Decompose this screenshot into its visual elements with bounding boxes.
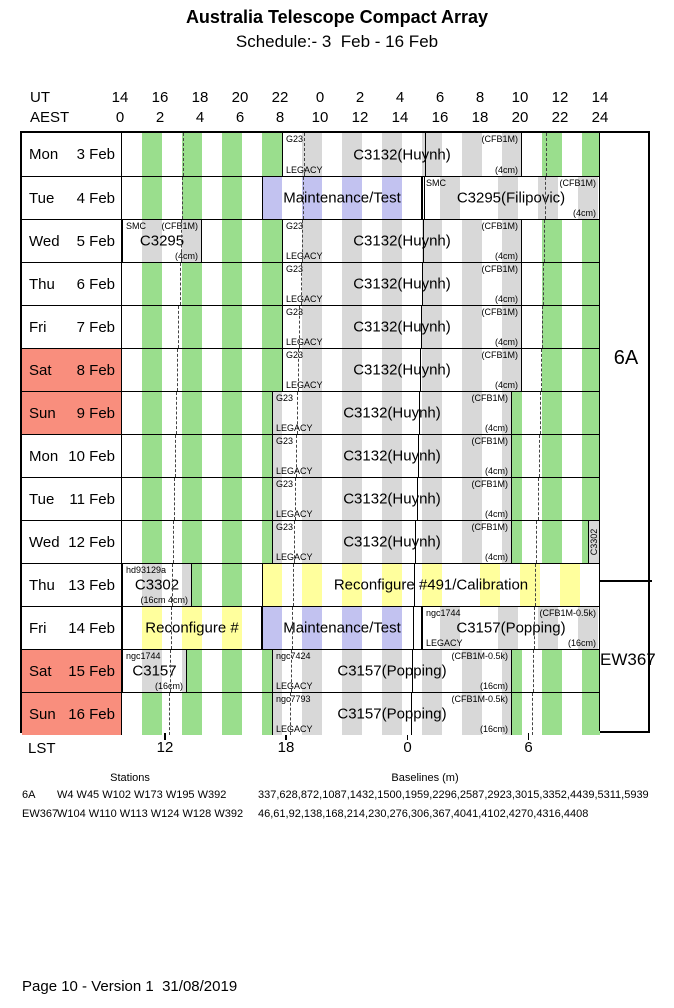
observation-block xyxy=(272,650,512,692)
lst-tick-label: 18 xyxy=(277,739,295,756)
day-weekday: Tue xyxy=(29,490,55,508)
schedule-row xyxy=(22,305,600,348)
lst-line xyxy=(178,306,179,348)
block-label-bottom-left: LEGACY xyxy=(286,294,323,304)
block-label-top-left: G23 xyxy=(286,350,304,360)
schedule-row xyxy=(22,219,600,262)
block-label-top-left: G23 xyxy=(276,436,294,446)
row-content xyxy=(122,349,600,391)
block-label-top-left: ngc7793 xyxy=(276,694,311,704)
lst-line xyxy=(545,177,546,219)
observation-block xyxy=(272,478,512,520)
block-label-bottom-left: LEGACY xyxy=(286,165,323,175)
block-label-top-left: G23 xyxy=(286,221,304,231)
row-content xyxy=(122,306,600,348)
row-content xyxy=(122,220,600,262)
day-cell xyxy=(22,133,122,176)
block-title: C3302 xyxy=(134,576,180,594)
aest-hour-tick: 22 xyxy=(551,109,569,126)
day-weekday: Wed xyxy=(29,232,60,250)
ut-hour-tick: 8 xyxy=(475,89,485,106)
block-label-bottom-right: (4cm) xyxy=(485,466,508,476)
lst-line xyxy=(182,177,183,219)
lst-line xyxy=(419,392,420,434)
block-label-top-right: (CFB1M) xyxy=(559,178,596,188)
block-label-bottom-left: LEGACY xyxy=(426,638,463,648)
lst-line xyxy=(425,133,426,176)
lst-line xyxy=(293,564,294,606)
config-column-border xyxy=(599,133,601,731)
lst-line xyxy=(422,263,423,305)
row-content xyxy=(122,693,600,735)
block-label-bottom-left: LEGACY xyxy=(276,466,313,476)
lst-line xyxy=(183,133,184,176)
block-title: C3132(Huynh) xyxy=(343,533,441,551)
lst-line xyxy=(290,693,291,735)
lst-line xyxy=(169,693,170,735)
day-cell xyxy=(22,349,122,391)
day-cell xyxy=(22,263,122,305)
day-weekday: Thu xyxy=(29,576,55,594)
block-title: C3132(Huynh) xyxy=(343,490,441,508)
lst-tick-label: 0 xyxy=(403,739,412,756)
lst-line xyxy=(542,306,543,348)
day-weekday: Sun xyxy=(29,705,56,723)
block-label-top-left: ngc7424 xyxy=(276,651,311,661)
block-label-bottom-right: (4cm) xyxy=(573,208,596,218)
block-label-bottom-left: LEGACY xyxy=(276,423,313,433)
day-date: 15 Feb xyxy=(68,662,115,680)
ut-hour-tick: 4 xyxy=(395,89,405,106)
block-label-bottom-right: (4cm) xyxy=(495,294,518,304)
block-label-bottom-left: LEGACY xyxy=(276,724,313,734)
block-title: C3132(Huynh) xyxy=(343,447,441,465)
block-label-bottom-left: LEGACY xyxy=(276,681,313,691)
lst-line xyxy=(295,478,296,520)
aest-axis-label: AEST xyxy=(30,109,70,126)
observation-block xyxy=(422,177,600,219)
block-label-bottom-right: (16cm) xyxy=(154,681,183,691)
baselines-header: Baselines (m) xyxy=(391,772,459,784)
lst-line xyxy=(418,435,419,477)
lst-line xyxy=(544,220,545,262)
block-label-top-right: (CFB1M) xyxy=(481,221,518,231)
block-label-top-right: (CFB1M) xyxy=(471,479,508,489)
observation-block xyxy=(272,693,512,735)
aest-hour-tick: 24 xyxy=(591,109,609,126)
lst-line xyxy=(532,693,533,735)
block-label-bottom-left: LEGACY xyxy=(286,337,323,347)
block-label-top-right: (CFB1M) xyxy=(471,436,508,446)
aest-hour-tick: 14 xyxy=(391,109,409,126)
lst-line xyxy=(417,478,418,520)
block-title: Maintenance/Test xyxy=(283,619,401,637)
row-content xyxy=(122,177,600,219)
row-content xyxy=(122,607,600,649)
schedule-row xyxy=(22,563,600,606)
ut-hour-tick: 10 xyxy=(511,89,529,106)
day-date: 4 Feb xyxy=(76,189,115,207)
lst-line xyxy=(170,650,171,692)
lst-line xyxy=(181,220,182,262)
schedule-row xyxy=(22,133,600,176)
page-subtitle: Schedule:- 3 Feb - 16 Feb xyxy=(235,32,439,51)
row-content xyxy=(122,133,600,176)
day-weekday: Sun xyxy=(29,404,56,422)
lst-line xyxy=(421,306,422,348)
block-label-top-left: G23 xyxy=(276,522,294,532)
block-label-top-right: (CFB1M) xyxy=(471,522,508,532)
schedule-rows xyxy=(22,133,648,734)
aest-hour-tick: 6 xyxy=(235,109,245,126)
block-label-top-left: ngc1744 xyxy=(426,608,461,618)
baselines-list: 46,61,92,138,168,214,230,276,306,367,4041,4102,4270,4316,4408 xyxy=(258,808,589,820)
schedule-row xyxy=(22,520,600,563)
lst-line xyxy=(301,263,302,305)
day-date: 7 Feb xyxy=(76,318,115,336)
aest-hour-tick: 10 xyxy=(311,109,329,126)
lst-line xyxy=(299,306,300,348)
observation-block xyxy=(272,392,512,434)
aest-hour-tick: 8 xyxy=(275,109,285,126)
reconfigure-block xyxy=(122,607,262,649)
observation-block xyxy=(282,263,522,305)
lst-line xyxy=(538,478,539,520)
config-name: EW367 xyxy=(22,808,59,820)
block-label-top-left: G23 xyxy=(276,393,294,403)
observation-block xyxy=(422,607,600,649)
lst-line xyxy=(541,349,542,391)
lst-tick-label: 12 xyxy=(156,739,174,756)
day-date: 14 Feb xyxy=(68,619,115,637)
lst-line xyxy=(294,521,295,563)
config-label-6a: 6A xyxy=(613,347,639,369)
lst-line xyxy=(415,521,416,563)
lst-line xyxy=(543,263,544,305)
lst-line xyxy=(291,650,292,692)
block-title: C3132(Huynh) xyxy=(353,232,451,250)
day-cell xyxy=(22,693,122,735)
block-title: Reconfigure #491/Calibration xyxy=(333,576,529,594)
day-weekday: Sat xyxy=(29,361,52,379)
schedule-row xyxy=(22,262,600,305)
observation-block xyxy=(282,220,522,262)
ut-hour-tick: 6 xyxy=(435,89,445,106)
lst-line xyxy=(175,435,176,477)
ut-hour-tick: 12 xyxy=(551,89,569,106)
lst-line xyxy=(420,349,421,391)
day-weekday: Mon xyxy=(29,146,59,163)
observation-block xyxy=(272,435,512,477)
block-label-bottom-left: LEGACY xyxy=(276,552,313,562)
block-title: Reconfigure # xyxy=(145,619,239,637)
schedule-chart xyxy=(20,131,656,734)
block-label-top-left: SMC xyxy=(426,178,446,188)
block-title: C3132(Huynh) xyxy=(353,318,451,336)
block-label-bottom-right: (4cm) xyxy=(495,380,518,390)
block-label-top-right: (CFB1M) xyxy=(161,221,198,231)
observation-block xyxy=(282,349,522,391)
block-title: C3157(Popping) xyxy=(337,662,447,680)
maintenance-block xyxy=(262,177,422,219)
block-label-bottom-left: LEGACY xyxy=(286,251,323,261)
lst-line xyxy=(298,349,299,391)
schedule-row xyxy=(22,606,600,649)
day-weekday: Wed xyxy=(29,533,60,551)
block-title: C3132(Huynh) xyxy=(343,404,441,422)
block-label-top-left: ngc1744 xyxy=(126,651,161,661)
aest-hour-tick: 12 xyxy=(351,109,369,126)
block-title: C3157(Popping) xyxy=(337,705,447,723)
block-label-bottom-right: (4cm) xyxy=(495,165,518,175)
lst-line xyxy=(171,607,172,649)
lst-line xyxy=(303,177,304,219)
day-date: 16 Feb xyxy=(68,705,115,723)
lst-line xyxy=(546,133,547,176)
day-cell xyxy=(22,306,122,348)
observation-block xyxy=(122,220,202,262)
schedule-row xyxy=(22,477,600,520)
day-date: 12 Feb xyxy=(68,533,115,551)
block-title: C3295 xyxy=(139,232,185,250)
row-content xyxy=(122,435,600,477)
block-label-top-right: (CFB1M-0.5k) xyxy=(539,608,596,618)
block-label-top-right: (CFB1M-0.5k) xyxy=(451,694,508,704)
block-label-top-left: G23 xyxy=(276,479,294,489)
lst-line xyxy=(174,478,175,520)
schedule-row xyxy=(22,692,600,735)
lst-line xyxy=(536,521,537,563)
block-label-bottom-right: (16cm) xyxy=(479,724,508,734)
row-content xyxy=(122,521,600,563)
ut-hour-tick: 0 xyxy=(315,89,325,106)
block-label-top-left: SMC xyxy=(126,221,146,231)
lst-line xyxy=(535,564,536,606)
lst-line xyxy=(177,349,178,391)
lst-line xyxy=(304,133,305,176)
config-label-ew367: EW367 xyxy=(600,649,656,669)
day-date: 11 Feb xyxy=(69,490,115,508)
aest-hour-tick: 16 xyxy=(431,109,449,126)
lst-line xyxy=(411,693,412,735)
aest-axis xyxy=(0,109,674,125)
ut-hour-tick: 2 xyxy=(355,89,365,106)
block-label-top-right: (CFB1M) xyxy=(471,393,508,403)
row-content xyxy=(122,392,600,434)
ut-hour-tick: 14 xyxy=(111,89,129,106)
maintenance-block xyxy=(262,607,422,649)
ut-hour-tick: 16 xyxy=(151,89,169,106)
aest-hour-tick: 0 xyxy=(115,109,125,126)
day-date: 10 Feb xyxy=(68,447,115,465)
aest-hour-tick: 4 xyxy=(195,109,205,126)
lst-line xyxy=(539,435,540,477)
block-title: C3302 xyxy=(589,528,599,556)
observation-block xyxy=(272,521,512,563)
block-title: C3295(Filipovic) xyxy=(456,189,566,207)
page-title: Australia Telescope Compact Array xyxy=(185,7,489,27)
day-cell xyxy=(22,220,122,262)
day-weekday: Sat xyxy=(29,662,52,680)
day-weekday: Fri xyxy=(29,619,47,637)
row-content xyxy=(122,263,600,305)
stations-header: Stations xyxy=(110,772,150,784)
lst-line xyxy=(424,177,425,219)
block-label-bottom-right: (16cm) xyxy=(567,638,596,648)
block-label-bottom-right: (4cm) xyxy=(485,423,508,433)
block-label-bottom-right: (16cm) xyxy=(479,681,508,691)
day-date: 6 Feb xyxy=(76,275,115,293)
config-divider-line xyxy=(600,580,652,582)
block-label-bottom-right: (4cm) xyxy=(485,552,508,562)
schedule-row xyxy=(22,391,600,434)
stations-list: W4 W45 W102 W173 W195 W392 xyxy=(57,789,227,801)
block-label-top-right: (CFB1M) xyxy=(481,350,518,360)
reconfigure-block xyxy=(262,564,600,606)
row-content xyxy=(122,564,600,606)
day-cell xyxy=(22,177,122,219)
baselines-list: 337,628,872,1087,1432,1500,1959,2296,2587,2923,3015,3352,4439,5311,5939 xyxy=(258,789,649,801)
lst-line xyxy=(423,220,424,262)
lst-line xyxy=(412,650,413,692)
block-title: C3157 xyxy=(132,662,177,680)
block-label-top-left: G23 xyxy=(286,307,304,317)
ut-hour-tick: 14 xyxy=(591,89,609,106)
lst-line xyxy=(180,263,181,305)
block-title: C3132(Huynh) xyxy=(353,146,451,163)
ut-hour-tick: 18 xyxy=(191,89,209,106)
ut-hour-tick: 22 xyxy=(271,89,289,106)
row-content xyxy=(122,650,600,692)
lst-line xyxy=(176,392,177,434)
block-label-top-left: G23 xyxy=(286,134,304,144)
schedule-row xyxy=(22,649,600,692)
schedule-row xyxy=(22,176,600,219)
observation-block xyxy=(122,564,192,606)
observation-block xyxy=(122,650,187,692)
block-label-top-left: G23 xyxy=(286,264,304,274)
lst-line xyxy=(302,220,303,262)
block-label-bottom-right: (4cm) xyxy=(495,337,518,347)
observation-block xyxy=(282,133,522,176)
aest-hour-tick: 2 xyxy=(155,109,165,126)
day-cell xyxy=(22,478,122,520)
lst-tick-label: 6 xyxy=(524,739,533,756)
row-content xyxy=(122,478,600,520)
lst-line xyxy=(296,435,297,477)
day-date: 5 Feb xyxy=(76,232,115,250)
block-title: Maintenance/Test xyxy=(283,189,401,207)
block-label-top-left: hd93129a xyxy=(126,565,167,575)
lst-line xyxy=(173,521,174,563)
lst-axis-label: LST xyxy=(28,740,56,757)
block-label-bottom-right: (16cm 4cm) xyxy=(140,595,188,605)
aest-hour-tick: 20 xyxy=(511,109,529,126)
lst-line xyxy=(172,564,173,606)
day-weekday: Thu xyxy=(29,275,55,293)
day-date: 9 Feb xyxy=(76,404,115,422)
day-weekday: Mon xyxy=(29,447,59,465)
day-cell xyxy=(22,564,122,606)
block-label-top-right: (CFB1M) xyxy=(481,307,518,317)
block-label-bottom-right: (4cm) xyxy=(485,509,508,519)
aest-hour-tick: 18 xyxy=(471,109,489,126)
stations-list: W104 W110 W113 W124 W128 W392 xyxy=(57,808,244,820)
block-label-bottom-left: LEGACY xyxy=(276,509,313,519)
day-weekday: Tue xyxy=(29,189,55,207)
schedule-row xyxy=(22,348,600,391)
day-cell xyxy=(22,650,122,692)
ut-axis xyxy=(0,89,674,105)
block-title: C3132(Huynh) xyxy=(353,361,451,379)
page-footer: Page 10 - Version 1 31/08/2019 xyxy=(22,978,238,995)
day-date: 8 Feb xyxy=(76,361,115,379)
block-label-bottom-right: (4cm) xyxy=(495,251,518,261)
lst-line xyxy=(534,607,535,649)
lst-line xyxy=(297,392,298,434)
block-title: C3157(Popping) xyxy=(456,619,566,637)
observation-block xyxy=(282,306,522,348)
day-weekday: Fri xyxy=(29,318,47,336)
block-title: C3132(Huynh) xyxy=(353,275,451,293)
day-cell xyxy=(22,607,122,649)
day-date: 3 Feb xyxy=(76,146,115,163)
config-name: 6A xyxy=(22,789,36,801)
day-cell xyxy=(22,521,122,563)
schedule-row xyxy=(22,434,600,477)
day-cell xyxy=(22,392,122,434)
ut-hour-tick: 20 xyxy=(231,89,249,106)
block-label-top-right: (CFB1M) xyxy=(481,264,518,274)
block-label-bottom-left: LEGACY xyxy=(286,380,323,390)
block-label-bottom-right: (4cm) xyxy=(175,251,198,261)
lst-line xyxy=(292,607,293,649)
day-cell xyxy=(22,435,122,477)
day-date: 13 Feb xyxy=(68,576,115,594)
lst-line xyxy=(414,564,415,606)
lst-line xyxy=(540,392,541,434)
lst-line xyxy=(533,650,534,692)
ut-axis-label: UT xyxy=(30,89,50,106)
lst-line xyxy=(413,607,414,649)
block-label-top-right: (CFB1M) xyxy=(481,134,518,144)
block-label-top-right: (CFB1M-0.5k) xyxy=(451,651,508,661)
